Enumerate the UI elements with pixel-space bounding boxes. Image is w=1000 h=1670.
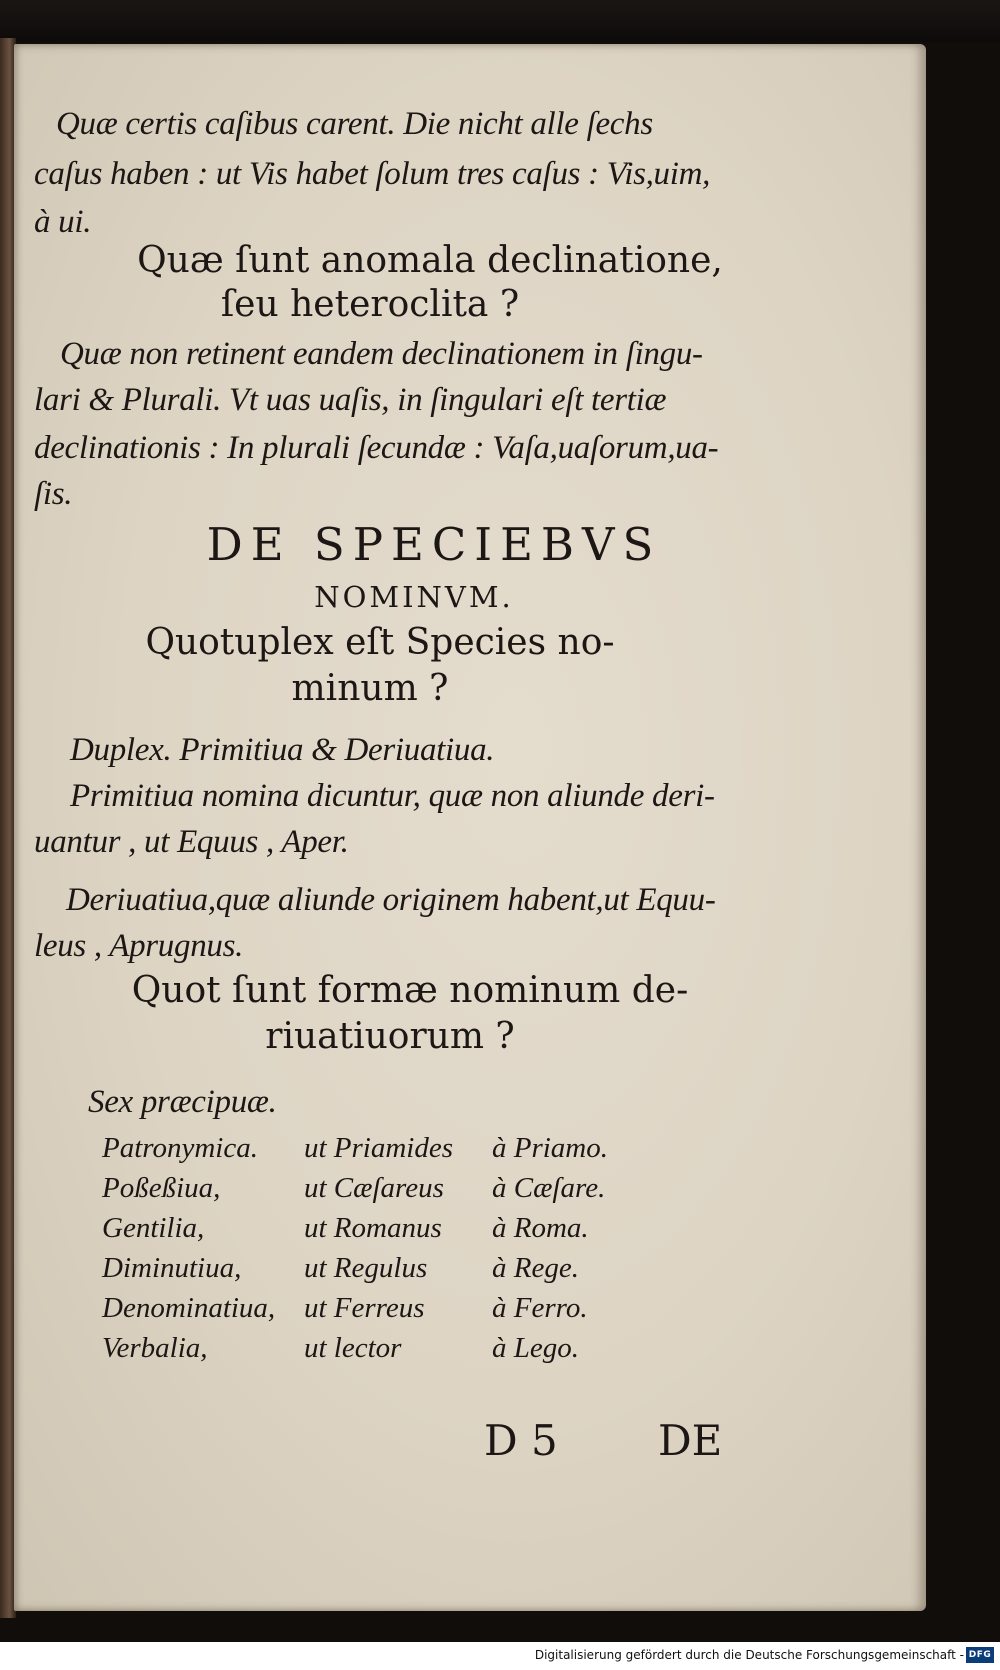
body-text-line: Duplex. Primitiua & Deriuatiua.: [70, 732, 495, 768]
question-heading: Quæ ſunt anomala declinatione,: [137, 240, 723, 281]
body-text-line: leus , Aprugnus.: [34, 928, 244, 964]
form-name: Denominatiua,: [102, 1292, 276, 1324]
body-text-line: à ui.: [34, 204, 92, 240]
body-text-line: Sex præcipuæ.: [88, 1084, 277, 1120]
list-item: [102, 1132, 662, 1172]
form-name: Poßeßiua,: [102, 1172, 221, 1204]
body-text-line: Primitiua nomina dicuntur, quæ non aliunde deri-: [70, 778, 715, 814]
body-text-line: ſis.: [34, 476, 73, 512]
form-name: Patronymica.: [102, 1132, 258, 1164]
form-example: ut Regulus: [304, 1252, 428, 1284]
question-heading: ſeu heteroclita ?: [220, 284, 520, 325]
body-text-line: declinationis : In plurali ſecundæ : Vaſa,uaſorum,ua-: [34, 430, 719, 466]
form-source: à Roma.: [492, 1212, 589, 1244]
question-heading: minum ?: [291, 668, 449, 709]
form-source: à Ferro.: [492, 1292, 588, 1324]
list-item: [102, 1172, 662, 1212]
book-page: [14, 44, 926, 1611]
body-text-line: caſus haben : ut Vis habet ſolum tres caſus : Vis,uim,: [34, 156, 711, 192]
body-text-line: uantur , ut Equus , Aper.: [34, 824, 349, 860]
footer-bar: [0, 1642, 1000, 1670]
list-item: [102, 1332, 662, 1372]
signature-mark: D 5: [484, 1416, 558, 1465]
form-name: Gentilia,: [102, 1212, 205, 1244]
body-text-line: Quæ certis caſibus carent. Die nicht alle ſechs: [56, 106, 653, 142]
form-source: à Cæſare.: [492, 1172, 606, 1204]
form-example: ut Cæſareus: [304, 1172, 444, 1204]
list-item: [102, 1292, 662, 1332]
question-heading: Quot ſunt formæ nominum de-: [131, 970, 689, 1011]
section-subtitle: NOMINVM.: [314, 580, 514, 614]
book-top-edge: [0, 0, 1000, 42]
form-name: Diminutiua,: [102, 1252, 242, 1284]
form-example: ut Ferreus: [304, 1292, 425, 1324]
form-name: Verbalia,: [102, 1332, 208, 1364]
list-item: [102, 1212, 662, 1252]
question-heading: riuatiuorum ?: [265, 1016, 515, 1057]
list-item: [102, 1252, 662, 1292]
section-title: DE SPECIEBVS: [206, 518, 662, 571]
form-source: à Lego.: [492, 1332, 579, 1364]
form-example: ut Priamides: [304, 1132, 454, 1164]
body-text-line: lari & Plurali. Vt uas uaſis, in ſingulari eſt tertiæ: [34, 382, 667, 418]
form-example: ut lector: [304, 1332, 402, 1364]
dfg-logo: DFG: [966, 1647, 994, 1663]
form-source: à Priamo.: [492, 1132, 608, 1164]
question-heading: Quotuplex eſt Species no-: [145, 622, 615, 663]
catchword: DE: [658, 1416, 723, 1465]
form-example: ut Romanus: [304, 1212, 442, 1244]
form-source: à Rege.: [492, 1252, 579, 1284]
body-text-line: Quæ non retinent eandem declinationem in ſingu-: [60, 336, 703, 372]
funding-credit: Digitalisierung gefördert durch die Deutsche Forschungsgemeinschaft -: [534, 1648, 964, 1662]
body-text-line: Deriuatiua,quæ aliunde originem habent,ut Equu-: [66, 882, 716, 918]
